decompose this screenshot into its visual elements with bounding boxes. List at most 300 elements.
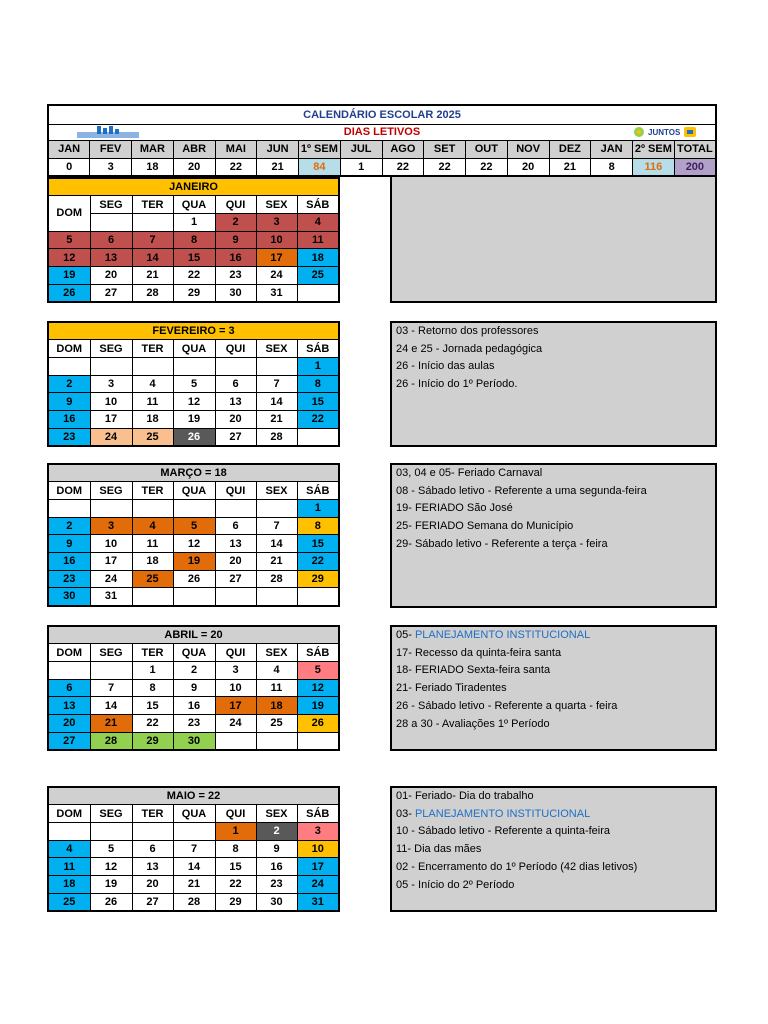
- summary-value: 8: [591, 158, 633, 176]
- summary-value: 3: [90, 158, 132, 176]
- week-row: [48, 375, 339, 393]
- weekday-header: QUI: [215, 196, 256, 214]
- day-cell: 27: [90, 284, 132, 302]
- summary-value: 22: [466, 158, 508, 176]
- notes-panel-2: [390, 463, 717, 608]
- day-cell: 9: [173, 679, 215, 697]
- day-cell: 4: [256, 661, 297, 679]
- week-row: [48, 732, 339, 750]
- day-cell: 30: [48, 588, 90, 606]
- summary-label: AGO: [382, 140, 424, 158]
- day-cell: 16: [48, 410, 90, 428]
- month-calendar-2: [47, 463, 340, 607]
- day-cell: [256, 588, 297, 606]
- week-row: [48, 552, 339, 570]
- day-cell: 29: [173, 284, 215, 302]
- month-title: MARÇO = 18: [48, 464, 339, 482]
- note-item: 10 - Sábado letivo - Referente a quinta-feira: [396, 825, 611, 838]
- sem1-total: 84: [299, 158, 341, 176]
- day-cell: 15: [297, 393, 339, 411]
- day-cell: 18: [48, 875, 90, 893]
- summary-value: 20: [173, 158, 215, 176]
- notes-panel-janeiro: [390, 177, 717, 303]
- week-row: [48, 428, 339, 446]
- weekday-header: QUA: [173, 340, 215, 358]
- sem2-total: 116: [633, 158, 675, 176]
- day-cell: [297, 588, 339, 606]
- month-title: FEVEREIRO = 3: [48, 322, 339, 340]
- day-cell: 9: [48, 535, 90, 553]
- weekday-header: DOM: [48, 196, 90, 231]
- note-item: 26 - Início das aulas: [396, 360, 495, 373]
- day-cell: [297, 732, 339, 750]
- note-item: 08 - Sábado letivo - Referente a uma segunda-feira: [396, 484, 647, 497]
- summary-label: MAR: [132, 140, 174, 158]
- weekday-header: SEX: [256, 340, 297, 358]
- week-row: [48, 231, 339, 249]
- day-cell: 18: [132, 410, 173, 428]
- weekday-header: TER: [132, 805, 173, 823]
- day-cell: [90, 213, 132, 231]
- day-cell: 24: [297, 875, 339, 893]
- day-cell: [90, 661, 132, 679]
- day-cell: 16: [215, 249, 256, 267]
- weekday-header: SEG: [90, 196, 132, 214]
- day-cell: [215, 499, 256, 517]
- day-cell: 5: [173, 375, 215, 393]
- day-cell: [256, 357, 297, 375]
- month-calendar-1: [47, 321, 340, 447]
- summary-value: 22: [382, 158, 424, 176]
- week-row: [48, 357, 339, 375]
- weekday-header: DOM: [48, 340, 90, 358]
- day-cell: 10: [256, 231, 297, 249]
- day-cell: 28: [173, 893, 215, 911]
- day-cell: 7: [173, 840, 215, 858]
- summary-label: 1º SEM: [299, 140, 341, 158]
- day-cell: 7: [90, 679, 132, 697]
- day-cell: 15: [173, 249, 215, 267]
- summary-label: JAN: [48, 140, 90, 158]
- note-item: 11- Dia das mães: [396, 843, 482, 856]
- day-cell: 1: [297, 357, 339, 375]
- dias-letivos-label: DIAS LETIVOS: [343, 126, 421, 138]
- weekday-header: QUA: [173, 482, 215, 500]
- weekday-header: SÁB: [297, 196, 339, 214]
- day-cell: [132, 213, 173, 231]
- day-cell: 1: [132, 661, 173, 679]
- day-cell: [132, 588, 173, 606]
- month-calendar-0: [47, 177, 340, 303]
- note-item: 29- Sábado letivo - Referente a terça - feira: [396, 537, 608, 550]
- week-row: [48, 410, 339, 428]
- day-cell: 25: [48, 893, 90, 911]
- summary-label: SET: [424, 140, 466, 158]
- day-cell: 20: [132, 875, 173, 893]
- school-logo-icon: [77, 126, 139, 139]
- day-cell: 3: [215, 661, 256, 679]
- day-cell: 3: [90, 375, 132, 393]
- weekday-header: QUA: [173, 644, 215, 662]
- day-cell: 11: [48, 858, 90, 876]
- day-cell: 24: [215, 714, 256, 732]
- note-item: 25- FERIADO Semana do Município: [396, 520, 574, 533]
- day-cell: 13: [132, 858, 173, 876]
- day-cell: 19: [90, 875, 132, 893]
- day-cell: [173, 499, 215, 517]
- week-row: [48, 517, 339, 535]
- day-cell: 7: [256, 375, 297, 393]
- day-cell: 28: [132, 284, 173, 302]
- day-cell: 19: [297, 697, 339, 715]
- day-cell: 21: [90, 714, 132, 732]
- day-cell: 23: [256, 875, 297, 893]
- week-row: [48, 266, 339, 284]
- summary-label: JUL: [340, 140, 382, 158]
- day-cell: 13: [48, 697, 90, 715]
- day-cell: 14: [90, 697, 132, 715]
- day-cell: 1: [173, 213, 215, 231]
- note-item: 03, 04 e 05- Feriado Carnaval: [396, 467, 543, 479]
- day-cell: 4: [297, 213, 339, 231]
- note-item: 05- PLANEJAMENTO INSTITUCIONAL: [396, 629, 591, 641]
- day-cell: 14: [256, 393, 297, 411]
- week-row: [48, 393, 339, 411]
- week-row: [48, 588, 339, 606]
- notes-panel-1: [390, 321, 717, 447]
- header-table: [47, 104, 717, 177]
- day-cell: 17: [297, 858, 339, 876]
- week-row: [48, 249, 339, 267]
- weekday-header: TER: [132, 196, 173, 214]
- summary-label: 2º SEM: [633, 140, 675, 158]
- day-cell: 19: [173, 552, 215, 570]
- day-cell: 20: [90, 266, 132, 284]
- day-cell: [297, 284, 339, 302]
- day-cell: 6: [132, 840, 173, 858]
- day-cell: 29: [297, 570, 339, 588]
- week-row: [48, 284, 339, 302]
- day-cell: 27: [48, 732, 90, 750]
- day-cell: 25: [132, 428, 173, 446]
- day-cell: 27: [215, 570, 256, 588]
- summary-label: MAI: [215, 140, 257, 158]
- week-row: [48, 570, 339, 588]
- note-item: 26 - Início do 1º Período.: [396, 378, 518, 391]
- day-cell: 28: [256, 570, 297, 588]
- planejamento-highlight: PLANEJAMENTO INSTITUCIONAL: [414, 629, 591, 641]
- note-item: 24 e 25 - Jornada pedagógica: [396, 342, 543, 355]
- day-cell: 19: [173, 410, 215, 428]
- day-cell: 4: [48, 840, 90, 858]
- weekday-header: QUA: [173, 196, 215, 214]
- notes-panel-3: [390, 625, 717, 751]
- day-cell: 29: [215, 893, 256, 911]
- summary-label: DEZ: [549, 140, 591, 158]
- weekday-header: SÁB: [297, 644, 339, 662]
- weekday-header: TER: [132, 340, 173, 358]
- day-cell: 4: [132, 517, 173, 535]
- note-item: 01- Feriado- Dia do trabalho: [396, 790, 534, 802]
- day-cell: 22: [215, 875, 256, 893]
- day-cell: 17: [90, 410, 132, 428]
- weekday-header: SEG: [90, 340, 132, 358]
- note-item: 19- FERIADO São José: [396, 502, 513, 515]
- day-cell: [256, 499, 297, 517]
- day-cell: 18: [132, 552, 173, 570]
- day-cell: 21: [256, 552, 297, 570]
- year-total: 200: [674, 158, 716, 176]
- day-cell: [173, 357, 215, 375]
- summary-label: JUN: [257, 140, 299, 158]
- weekday-header: SEG: [90, 644, 132, 662]
- summary-value: 18: [132, 158, 174, 176]
- day-cell: 3: [256, 213, 297, 231]
- weekday-header: SEX: [256, 805, 297, 823]
- juntos-logo-text: JUNTOS: [648, 127, 681, 137]
- summary-label: TOTAL: [674, 140, 716, 158]
- day-cell: 25: [256, 714, 297, 732]
- day-cell: [215, 588, 256, 606]
- weekday-header: SEG: [90, 482, 132, 500]
- day-cell: 22: [132, 714, 173, 732]
- day-cell: 11: [256, 679, 297, 697]
- day-cell: 16: [173, 697, 215, 715]
- weekday-header: QUI: [215, 340, 256, 358]
- weekday-header: QUI: [215, 805, 256, 823]
- day-cell: 9: [215, 231, 256, 249]
- weekday-header: SEX: [256, 482, 297, 500]
- day-cell: 27: [215, 428, 256, 446]
- summary-values-row: [48, 158, 716, 176]
- day-cell: 12: [173, 393, 215, 411]
- juntos-logo-icon: [633, 126, 711, 139]
- day-cell: 6: [90, 231, 132, 249]
- day-cell: [90, 357, 132, 375]
- day-cell: [90, 822, 132, 840]
- day-cell: 23: [48, 570, 90, 588]
- weekday-header: DOM: [48, 805, 90, 823]
- week-row: [48, 213, 339, 231]
- day-cell: [48, 661, 90, 679]
- day-cell: 26: [90, 893, 132, 911]
- week-row: [48, 679, 339, 697]
- day-cell: 28: [256, 428, 297, 446]
- week-row: [48, 893, 339, 911]
- day-cell: 30: [215, 284, 256, 302]
- week-row: [48, 499, 339, 517]
- day-cell: 2: [48, 375, 90, 393]
- weekday-header: SÁB: [297, 340, 339, 358]
- week-row: [48, 840, 339, 858]
- day-cell: 10: [90, 535, 132, 553]
- day-cell: 2: [48, 517, 90, 535]
- day-cell: 15: [132, 697, 173, 715]
- month-title: JANEIRO: [48, 178, 339, 196]
- note-item: 21- Feriado Tiradentes: [396, 682, 507, 695]
- day-cell: 20: [215, 552, 256, 570]
- day-cell: 8: [215, 840, 256, 858]
- day-cell: 24: [90, 570, 132, 588]
- note-item: 05 - Início do 2º Período: [396, 878, 515, 891]
- day-cell: 26: [297, 714, 339, 732]
- day-cell: 9: [256, 840, 297, 858]
- day-cell: 22: [297, 552, 339, 570]
- day-cell: 26: [173, 428, 215, 446]
- day-cell: 14: [173, 858, 215, 876]
- month-calendar-4: [47, 786, 340, 912]
- weekday-header: QUA: [173, 805, 215, 823]
- day-cell: 27: [132, 893, 173, 911]
- week-row: [48, 535, 339, 553]
- day-cell: 30: [256, 893, 297, 911]
- day-cell: 20: [48, 714, 90, 732]
- summary-value: 20: [507, 158, 549, 176]
- summary-value: 21: [549, 158, 591, 176]
- weekday-header: TER: [132, 644, 173, 662]
- day-cell: 6: [215, 375, 256, 393]
- day-cell: 23: [48, 428, 90, 446]
- summary-label: JAN: [591, 140, 633, 158]
- day-cell: [132, 499, 173, 517]
- day-cell: 5: [90, 840, 132, 858]
- day-cell: [173, 822, 215, 840]
- summary-value: 22: [424, 158, 466, 176]
- day-cell: [90, 499, 132, 517]
- day-cell: 31: [297, 893, 339, 911]
- day-cell: [132, 357, 173, 375]
- week-row: [48, 714, 339, 732]
- month-calendar-3: [47, 625, 340, 751]
- day-cell: 8: [132, 679, 173, 697]
- day-cell: [297, 428, 339, 446]
- day-cell: 14: [132, 249, 173, 267]
- day-cell: 2: [215, 213, 256, 231]
- weekday-header: DOM: [48, 644, 90, 662]
- day-cell: 31: [90, 588, 132, 606]
- day-cell: 4: [132, 375, 173, 393]
- day-cell: [173, 588, 215, 606]
- day-cell: 11: [297, 231, 339, 249]
- week-row: [48, 858, 339, 876]
- weekday-header: SÁB: [297, 805, 339, 823]
- month-title: MAIO = 22: [48, 787, 339, 805]
- day-cell: 3: [90, 517, 132, 535]
- day-cell: 6: [48, 679, 90, 697]
- day-cell: 5: [48, 231, 90, 249]
- day-cell: [256, 732, 297, 750]
- day-cell: 13: [90, 249, 132, 267]
- summary-label: OUT: [466, 140, 508, 158]
- day-cell: 14: [256, 535, 297, 553]
- note-item: 18- FERIADO Sexta-feira santa: [396, 664, 551, 677]
- notes-panel-4: [390, 786, 717, 912]
- day-cell: 13: [215, 535, 256, 553]
- day-cell: 8: [297, 517, 339, 535]
- day-cell: 30: [173, 732, 215, 750]
- day-cell: 13: [215, 393, 256, 411]
- weekday-header: SEX: [256, 644, 297, 662]
- summary-value: 1: [340, 158, 382, 176]
- weekday-header: QUI: [215, 482, 256, 500]
- day-cell: 23: [173, 714, 215, 732]
- day-cell: 11: [132, 393, 173, 411]
- day-cell: 10: [297, 840, 339, 858]
- day-cell: 20: [215, 410, 256, 428]
- day-cell: 11: [132, 535, 173, 553]
- day-cell: 22: [173, 266, 215, 284]
- weekday-header: DOM: [48, 482, 90, 500]
- summary-label: NOV: [507, 140, 549, 158]
- day-cell: [215, 732, 256, 750]
- note-item: 02 - Encerramento do 1º Período (42 dias letivos): [396, 860, 638, 873]
- day-cell: [215, 357, 256, 375]
- day-cell: 12: [48, 249, 90, 267]
- day-cell: 8: [173, 231, 215, 249]
- planejamento-highlight: PLANEJAMENTO INSTITUCIONAL: [414, 807, 591, 820]
- day-cell: 29: [132, 732, 173, 750]
- day-cell: 17: [215, 697, 256, 715]
- day-cell: 24: [256, 266, 297, 284]
- day-cell: 21: [256, 410, 297, 428]
- day-cell: 21: [173, 875, 215, 893]
- note-item: 03 - Retorno dos professores: [396, 325, 539, 337]
- day-cell: [48, 822, 90, 840]
- day-cell: 25: [132, 570, 173, 588]
- day-cell: 15: [297, 535, 339, 553]
- day-cell: 18: [256, 697, 297, 715]
- day-cell: 28: [90, 732, 132, 750]
- week-row: [48, 875, 339, 893]
- summary-value: 0: [48, 158, 90, 176]
- day-cell: 12: [90, 858, 132, 876]
- note-item: 28 a 30 - Avaliações 1º Período: [396, 717, 550, 730]
- day-cell: 12: [173, 535, 215, 553]
- day-cell: 26: [173, 570, 215, 588]
- day-cell: 23: [215, 266, 256, 284]
- day-cell: 5: [297, 661, 339, 679]
- day-cell: 17: [256, 249, 297, 267]
- day-cell: 24: [90, 428, 132, 446]
- day-cell: 31: [256, 284, 297, 302]
- day-cell: 5: [173, 517, 215, 535]
- day-cell: 21: [132, 266, 173, 284]
- day-cell: [48, 499, 90, 517]
- day-cell: 25: [297, 266, 339, 284]
- day-cell: [132, 822, 173, 840]
- weekday-header: SEG: [90, 805, 132, 823]
- summary-label: FEV: [90, 140, 132, 158]
- summary-value: 22: [215, 158, 257, 176]
- calendar-title: CALENDÁRIO ESCOLAR 2025: [48, 105, 716, 124]
- weekday-header: QUI: [215, 644, 256, 662]
- day-cell: 19: [48, 266, 90, 284]
- weekday-header: TER: [132, 482, 173, 500]
- day-cell: 15: [215, 858, 256, 876]
- summary-label: ABR: [173, 140, 215, 158]
- note-item: 26 - Sábado letivo - Referente a quarta - feira: [396, 699, 618, 712]
- day-cell: 7: [132, 231, 173, 249]
- day-cell: 10: [215, 679, 256, 697]
- month-title: ABRIL = 20: [48, 626, 339, 644]
- day-cell: 6: [215, 517, 256, 535]
- summary-labels-row: [48, 140, 716, 158]
- day-cell: 16: [48, 552, 90, 570]
- day-cell: 1: [215, 822, 256, 840]
- day-cell: 1: [297, 499, 339, 517]
- day-cell: 3: [297, 822, 339, 840]
- day-cell: 9: [48, 393, 90, 411]
